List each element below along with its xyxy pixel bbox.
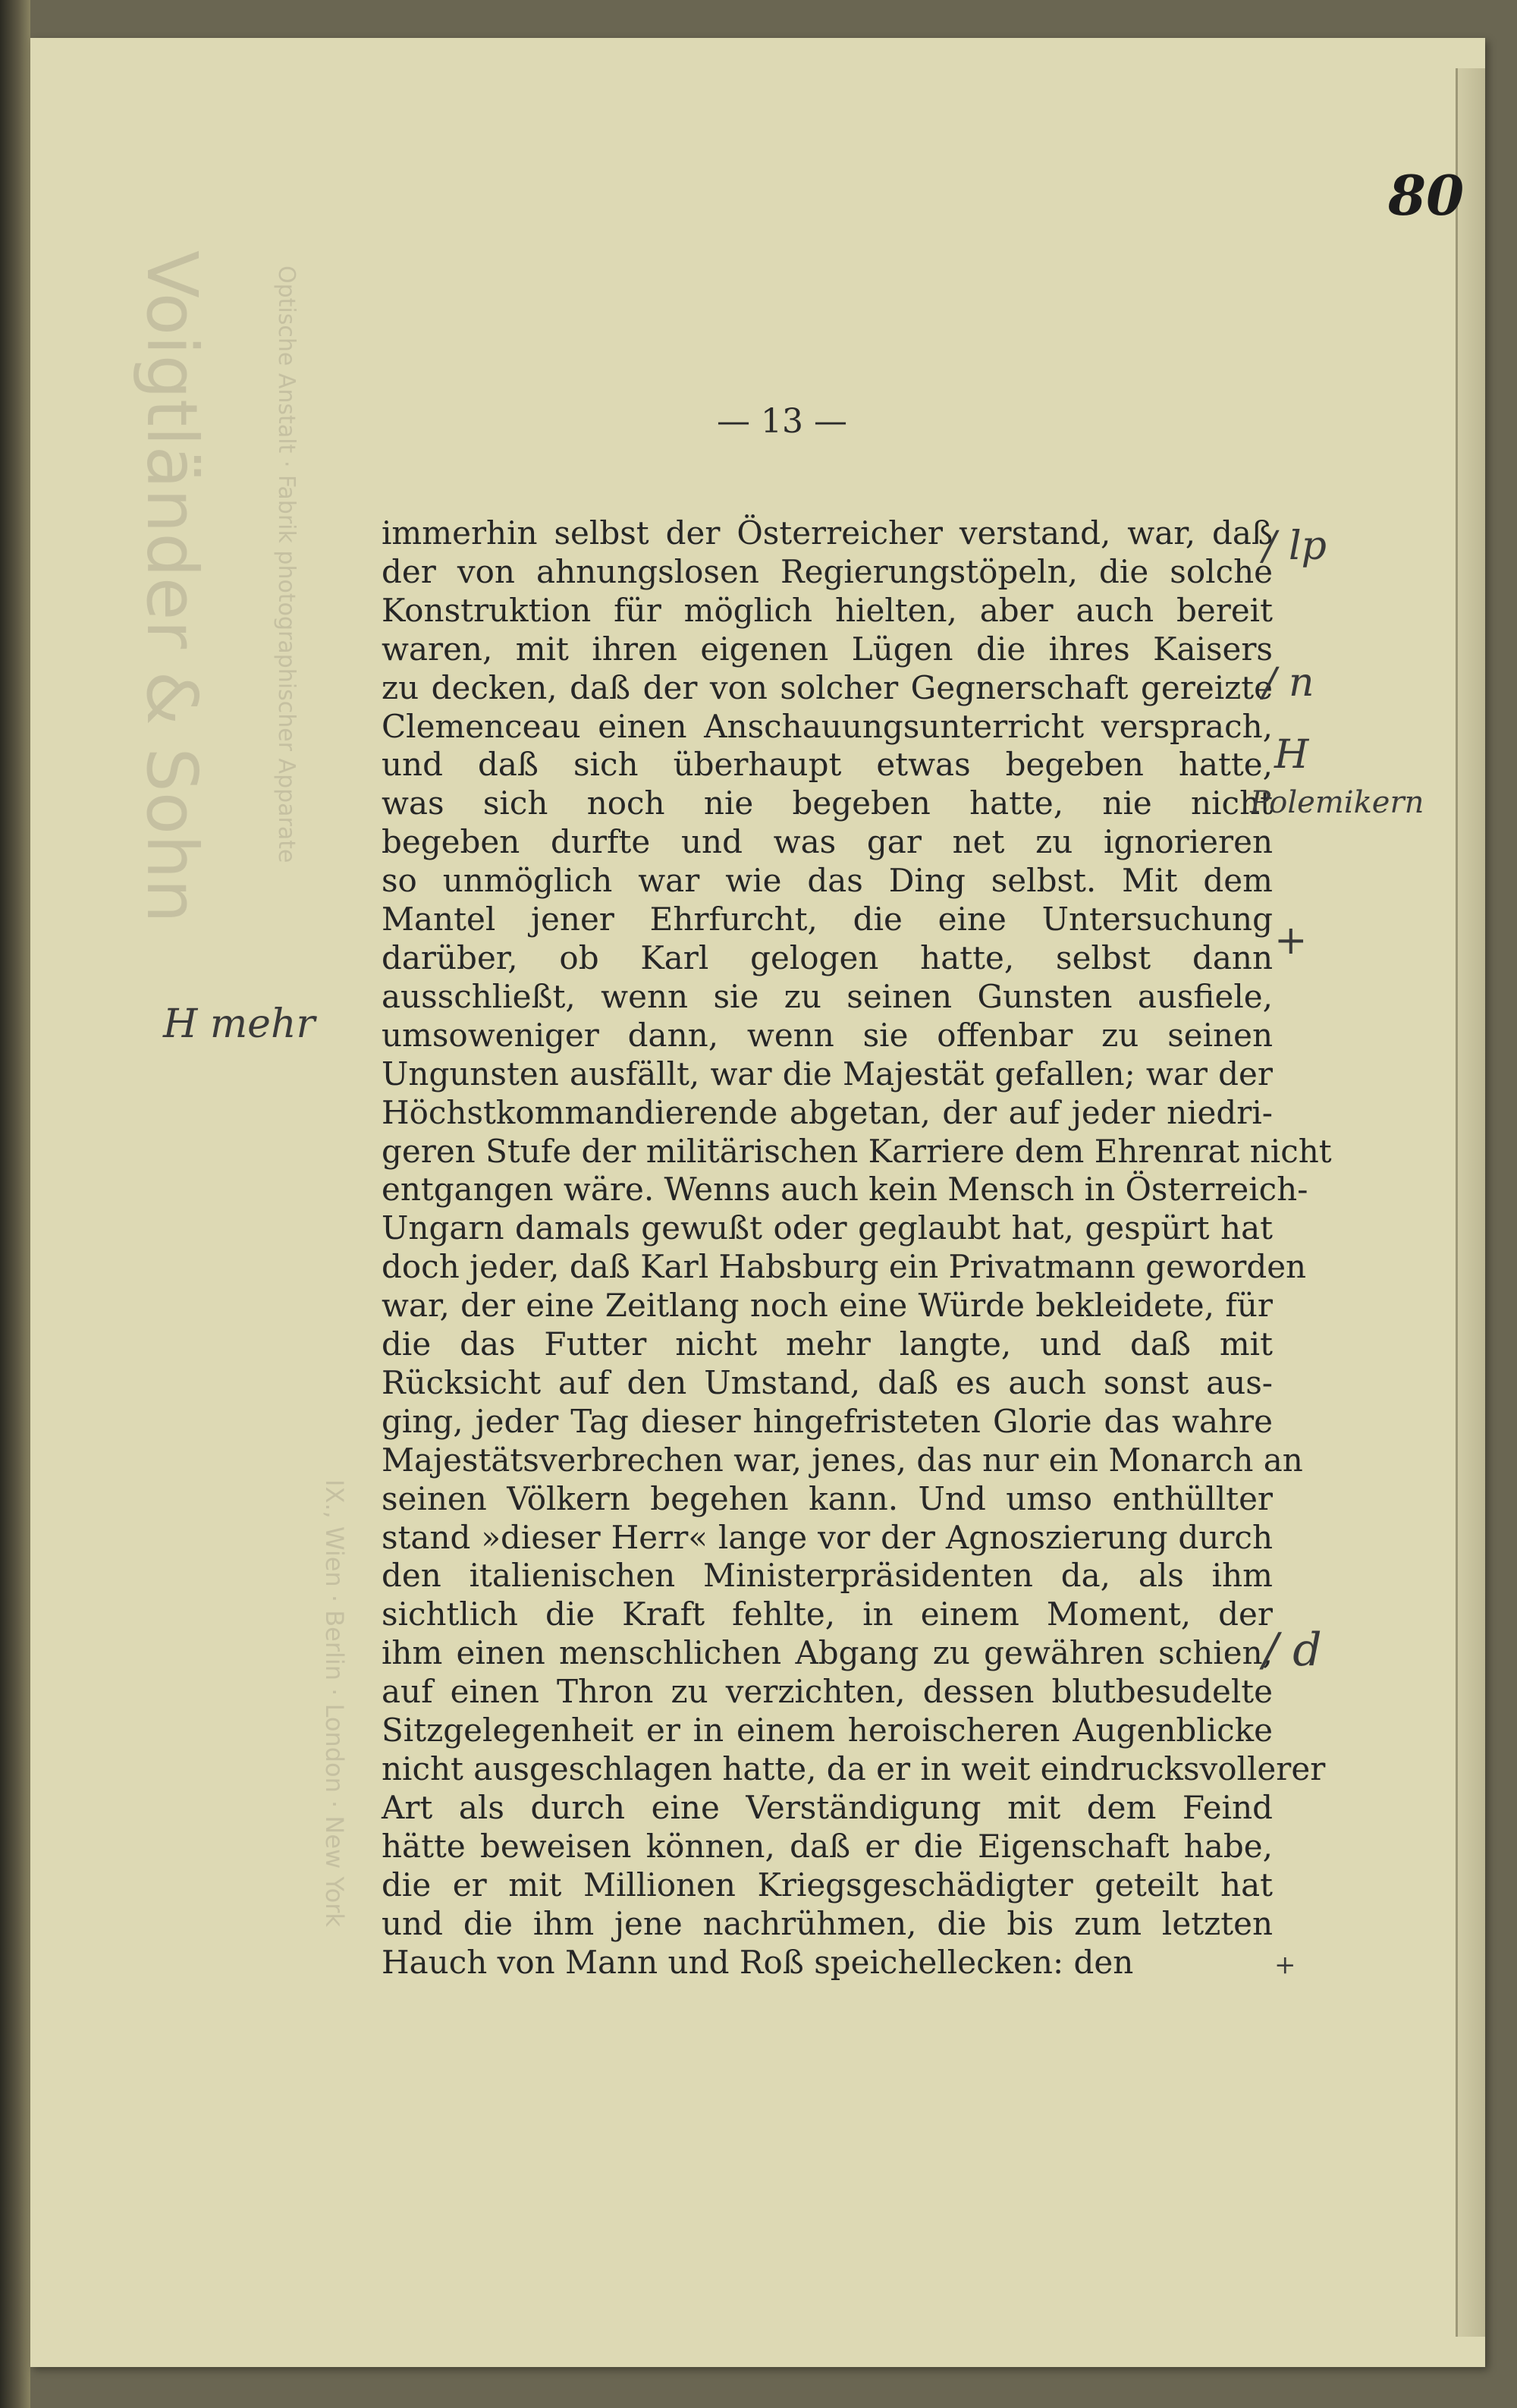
- scan-edge-left: [0, 0, 30, 2408]
- body-line: war, der eine Zeitlang noch eine Würde bekleidete, für: [382, 1287, 1273, 1325]
- body-line: Ungarn damals gewußt oder geglaubt hat, gespürt hat: [382, 1209, 1273, 1247]
- body-line: Majestätsverbrechen war, jenes, das nur ein Monarch an: [382, 1441, 1303, 1479]
- body-line: Art als durch eine Verständigung mit dem Feind: [382, 1788, 1273, 1826]
- margin-note-plus-1: +: [1274, 918, 1308, 964]
- margin-note-plus-2: +: [1274, 1950, 1296, 1980]
- bleed-through-line-2: Optische Anstalt · Fabrik photographischer Apparate: [273, 266, 300, 863]
- body-line: Clemenceau einen Anschauungsunterricht versprach,: [382, 707, 1273, 745]
- margin-note-d: / d: [1263, 1624, 1322, 1677]
- margin-note-lp: / lp: [1263, 523, 1327, 569]
- margin-note-n: / n: [1263, 660, 1314, 706]
- body-line: Rücksicht auf den Umstand, daß es auch sonst aus-: [382, 1363, 1273, 1401]
- body-line: Ungunsten ausfällt, war die Majestät gefallen; war der: [382, 1055, 1273, 1092]
- body-line: stand »dieser Herr« lange vor der Agnoszierung durch: [382, 1518, 1273, 1556]
- body-line: sichtlich die Kraft fehlte, in einem Moment, der: [382, 1595, 1273, 1633]
- margin-note-h-mehr: H mehr: [163, 1001, 316, 1047]
- body-line: seinen Völkern begehen kann. Und umso enthüllter: [382, 1479, 1273, 1517]
- body-line: hätte beweisen können, daß er die Eigenschaft habe,: [382, 1827, 1273, 1865]
- body-line: ging, jeder Tag dieser hingefristeten Glorie das wahre: [382, 1402, 1273, 1440]
- body-line: darüber, ob Karl gelogen hatte, selbst dann: [382, 938, 1273, 976]
- body-line: waren, mit ihren eigenen Lügen die ihres Kaisers: [382, 630, 1273, 668]
- body-line: immerhin selbst der Österreicher verstand, war, daß: [382, 514, 1273, 552]
- body-line: und die ihm jene nachrühmen, die bis zum letzten: [382, 1904, 1273, 1942]
- margin-note-h: H: [1274, 732, 1309, 778]
- body-line: so unmöglich war wie das Ding selbst. Mit dem: [382, 862, 1273, 900]
- page-right-edge: [1456, 68, 1485, 2337]
- body-line: geren Stufe der militärischen Karriere dem Ehrenrat nicht: [382, 1132, 1332, 1170]
- margin-note-polemikern: Polemikern: [1250, 785, 1424, 820]
- bleed-through-line-3: IX., Wien · Berlin · London · New York: [320, 1479, 349, 1927]
- body-line: ausschließt, wenn sie zu seinen Gunsten ausfiele,: [382, 977, 1273, 1015]
- body-line: was sich noch nie begeben hatte, nie nicht: [382, 784, 1273, 822]
- body-line: den italienischen Ministerpräsidenten da, als ihm: [382, 1557, 1273, 1595]
- body-line: und daß sich überhaupt etwas begeben hatte,: [382, 746, 1273, 784]
- body-line: zu decken, daß der von solcher Gegnerschaft gereizte: [382, 668, 1273, 706]
- body-line: doch jeder, daß Karl Habsburg ein Privatmann geworden: [382, 1248, 1307, 1286]
- body-line: Konstruktion für möglich hielten, aber auch bereit: [382, 591, 1273, 629]
- body-line: Hauch von Mann und Roß speichellecken: den: [382, 1943, 1134, 1981]
- body-line: Sitzgelegenheit er in einem heroischeren Augenblicke: [382, 1712, 1273, 1749]
- body-line: die das Futter nicht mehr langte, und daß mit: [382, 1325, 1273, 1363]
- bleed-through-line-1: Voigtländer & Sohn: [131, 250, 212, 923]
- body-line: ihm einen menschlichen Abgang zu gewähren schien,: [382, 1634, 1273, 1672]
- page-number: — 13 —: [717, 402, 847, 441]
- body-line: entgangen wäre. Wenns auch kein Mensch in Österreich-: [382, 1171, 1308, 1209]
- body-line: nicht ausgeschlagen hatte, da er in weit eindrucksvollerer: [382, 1750, 1326, 1787]
- body-line: auf einen Thron zu verzichten, dessen blutbesudelte: [382, 1673, 1273, 1711]
- body-line: Mantel jener Ehrfurcht, die eine Untersuchung: [382, 901, 1273, 938]
- body-line: der von ahnungslosen Regierungstöpeln, die solche: [382, 552, 1273, 590]
- document-page: [30, 38, 1485, 2367]
- folio-number: 80: [1388, 163, 1465, 228]
- body-line: umsoweniger dann, wenn sie offenbar zu seinen: [382, 1016, 1273, 1054]
- body-line: die er mit Millionen Kriegsgeschädigter geteilt hat: [382, 1866, 1273, 1903]
- body-line: begeben durfte und was gar net zu ignorieren: [382, 823, 1273, 861]
- body-line: Höchstkommandierende abgetan, der auf jeder niedri-: [382, 1093, 1273, 1131]
